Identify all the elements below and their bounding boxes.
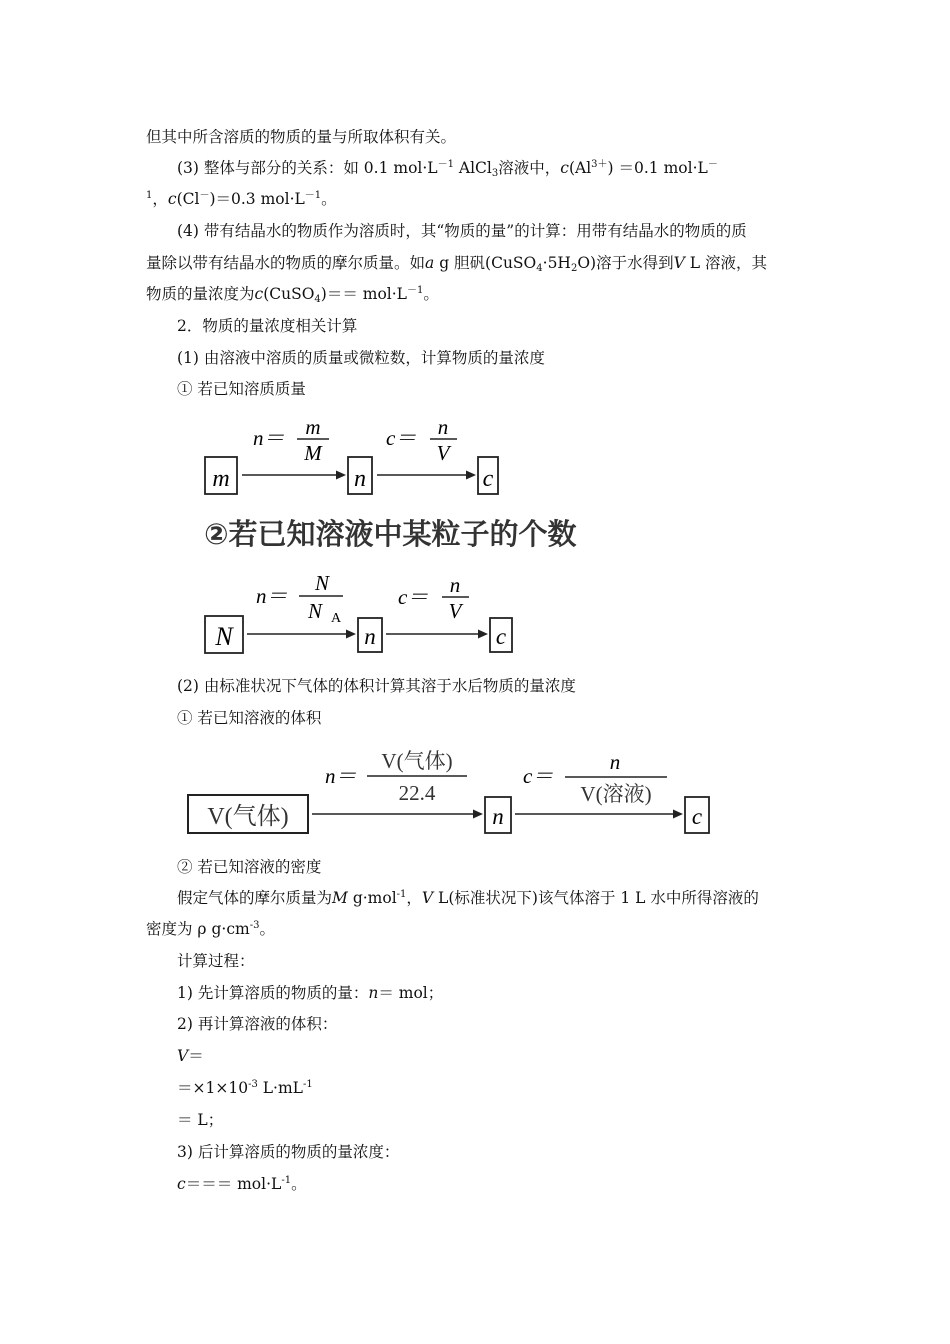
eq1-den: N <box>307 599 323 623</box>
text-line: 假定气体的摩尔质量为M g·mol$^{-1}$，V L(标准状况下)该气体溶于 1 L 水中所得溶液的 <box>177 889 759 907</box>
arrowhead-1 <box>346 630 356 639</box>
text-line: ② 若已知溶液的密度 <box>177 858 322 876</box>
text-line: $=\times 1\times 10^{-3}$ $L\cdot mL^{-1}$ <box>177 1079 313 1097</box>
formula-diagram-mass <box>200 412 520 502</box>
arrowhead-2 <box>478 630 488 639</box>
text-line: ① 若已知溶液的体积 <box>177 709 322 727</box>
text-line: $c=== mol\cdot L^{-1}$。 <box>177 1175 307 1193</box>
arrowhead-2 <box>673 810 683 819</box>
eq1-lhs: n＝ <box>256 584 288 608</box>
diagram-heading: ②若已知溶液中某粒子的个数 <box>204 517 577 551</box>
eq2-num: n <box>437 415 449 439</box>
text-line: 物质的量浓度为c(CuSO$_4$)＝＝ $mol\cdot L^{-1}$。 <box>146 285 439 305</box>
text-line: ＝ L； <box>177 1111 224 1129</box>
formula-diagram-gas-volume <box>183 742 723 840</box>
eq2-lhs: c＝ <box>523 764 554 788</box>
section-heading: 2．物质的量浓度相关计算 <box>177 317 358 335</box>
eq2-lhs: c＝ <box>398 585 429 609</box>
text-line: (4) 带有结晶水的物质作为溶质时，其“物质的量”的计算：用带有结晶水的物质的质 <box>177 222 747 240</box>
eq1-den: 22.4 <box>398 781 436 805</box>
eq2-den: V <box>448 599 462 623</box>
box-c-label: c <box>482 466 494 492</box>
text-line: (3) 整体与部分的关系：如 0.1 $mol\cdot L^{-1}$ AlCl$_3$溶液中，$c(Al^{3+}) =0.1$ mol·L－ <box>177 159 718 179</box>
text-line: (1) 由溶液中溶质的质量或微粒数，计算物质的量浓度 <box>177 349 545 367</box>
text-line: (2) 由标准状况下气体的体积计算其溶于水后物质的量浓度 <box>177 677 576 695</box>
eq2-den: V <box>436 441 450 465</box>
text-line: 计算过程： <box>177 952 255 970</box>
text-line: 3) 后计算溶质的物质的量浓度： <box>177 1143 400 1161</box>
box-c-label: c <box>495 624 507 649</box>
text-line: 2) 再计算溶液的体积： <box>177 1015 338 1033</box>
eq1-num: N <box>314 571 330 595</box>
eq1-num: m <box>305 415 321 439</box>
eq1-den: M <box>304 441 322 465</box>
formula-diagram-particles <box>200 566 520 658</box>
eq2-lhs: c＝ <box>386 426 417 450</box>
box-m-label: m <box>212 466 230 492</box>
box-N-label: N <box>215 622 233 651</box>
eq2-den: V(溶液) <box>580 782 652 806</box>
eq1-lhs: n＝ <box>253 426 285 450</box>
eq1-den-sub: A <box>331 611 342 626</box>
eq1-num: V(气体) <box>381 749 453 773</box>
text-line: 但其中所含溶质的物质的量与所取体积有关。 <box>146 128 457 146</box>
arrowhead-1 <box>473 810 483 819</box>
text-line: $^1$，c(Cl－)＝0.3 $mol\cdot L^{-1}$。 <box>146 190 337 208</box>
text-line: ① 若已知溶质质量 <box>177 380 306 398</box>
box-V-gas-label: V(气体) <box>207 804 289 830</box>
eq1-lhs: n＝ <box>325 764 357 788</box>
box-n-label: n <box>354 466 366 492</box>
text-line: 1) 先计算溶质的物质的量：n＝ mol； <box>177 984 444 1002</box>
text-line: 量除以带有结晶水的物质的摩尔质量。如a g 胆矾$(CuSO_4\cdot 5H_2O)$溶于水得到V L 溶液，其 <box>146 254 767 274</box>
eq2-num: n <box>449 573 461 597</box>
box-n-label: n <box>492 804 504 829</box>
text-line: 密度为 ρ $g\cdot cm^{-3}$。 <box>146 920 275 938</box>
arrowhead-1 <box>336 471 346 480</box>
text-line: V＝ <box>177 1047 204 1065</box>
box-n-label: n <box>364 624 376 649</box>
eq2-num: n <box>609 750 621 774</box>
arrowhead-2 <box>466 471 476 480</box>
box-c-label: c <box>691 804 703 829</box>
